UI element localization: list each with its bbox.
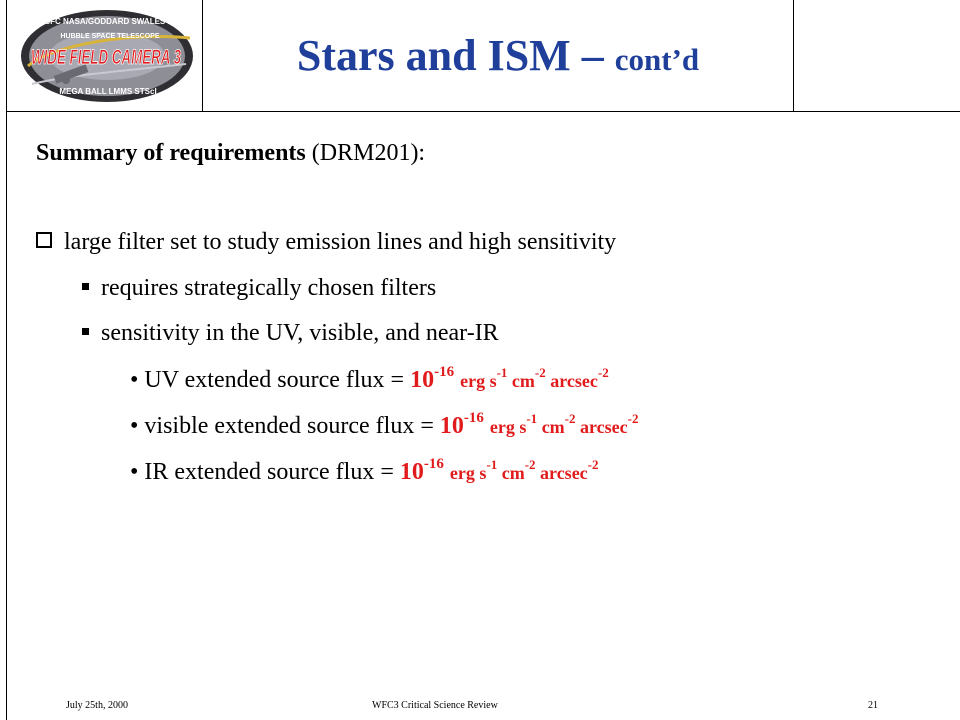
square-bullet-icon [82,283,89,290]
flux-ir [130,456,599,486]
dot-bullet-icon: • [130,367,139,393]
slide-title-main: Stars and ISM – [296,31,615,80]
flux-ir-value: $10^{-16}$ erg $s^{-1}$ $cm^{-2}$ arcsec$^{-2}$ [399,456,599,485]
logo-text-main: WIDE FIELD CAMERA 3 [31,46,182,69]
footer-page-number: 21 [868,700,878,711]
logo-text-top: JPL GSFC NASA/GODDARD SWALES MSSS [21,17,191,26]
footer-title: WFC3 Critical Science Review [372,700,498,711]
summary-heading [36,140,425,167]
square-bullet-icon [82,328,89,335]
flux-visible-label: visible extended source flux = [144,413,440,439]
header-bottom-line [6,111,960,112]
summary-heading-bold: Summary of requirements [36,140,306,166]
footer-date: July 25th, 2000 [66,700,128,711]
dot-bullet-icon: • [130,459,139,485]
bullet-filter-set-text: large filter set to study emission lines and high sensitivity [64,229,617,255]
flux-ir-label: IR extended source flux = [144,459,400,485]
flux-uv [130,364,609,394]
dot-bullet-icon: • [130,413,139,439]
slide-title-suffix: cont’d [614,42,700,77]
slide-title [203,30,793,81]
frame-left-line-lower [6,112,7,720]
flux-visible [130,410,639,440]
flux-visible-value: $10^{-16}$ erg $s^{-1}$ $cm^{-2}$ arcsec$^{-2}$ [439,410,639,439]
bullet-filters-text: requires strategically chosen filters [101,275,437,301]
logo-text-upper: HUBBLE SPACE TELESCOPE [60,33,160,40]
flux-uv-label: UV extended source flux = [144,367,411,393]
wfc3-logo [14,4,200,108]
bullet-filter-set [36,229,616,256]
bullet-sensitivity-text: sensitivity in the UV, visible, and near-IR [101,320,499,346]
bullet-sensitivity [82,320,499,347]
logo-text-bottom: MEGA BALL LMMS STScI [59,87,157,96]
summary-heading-rest: (DRM201): [305,140,426,166]
header-divider-right [793,0,794,112]
frame-left-line [6,0,7,112]
bullet-filters [82,275,436,302]
checkbox-bullet-icon [36,232,52,248]
flux-uv-value: $10^{-16}$ erg $s^{-1}$ $cm^{-2}$ arcsec$^{-2}$ [410,364,609,393]
